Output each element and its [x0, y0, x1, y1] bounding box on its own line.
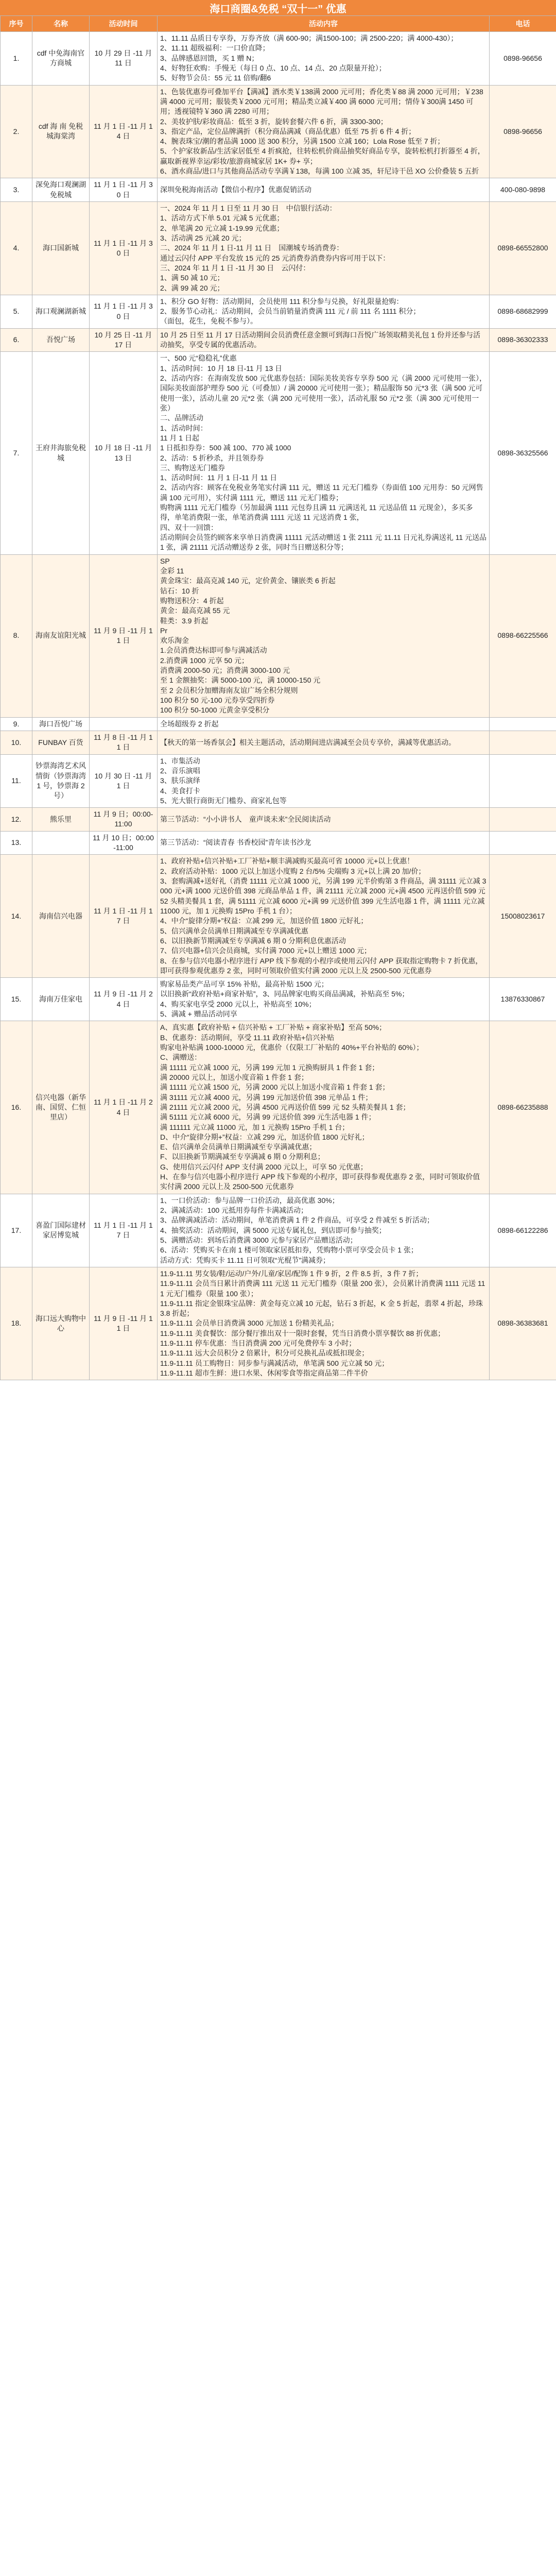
- table-row: [1, 831, 556, 855]
- content-line: 11.9-11.11 指定金银珠宝品牌：黄金每克立减 10 元起，钻石 3 折起，K 金 5 折起，翡翠 4 折起，珍珠 3.8 折起；: [160, 1299, 483, 1318]
- row-time: 11 月 1 日 -11 月 14 日: [90, 85, 158, 178]
- row-name: 喜盈门国际建材家居博览城: [32, 1194, 90, 1267]
- content-line: 2、活动内容：在海南发放 500 元优惠券包括：国际美妆美容专享券 500 元（满 2000 元可使用一张），国际美妆面部护理券 500 元（可叠加）/ 满 20000 元可使用一张）；精品服饰 50 元*3 张（满 500 元可使用一张），活动儿童 20 元*2 张（满 200 元可使用一张），活动礼服 50 元*2 张（满 300 元可使用一张）: [160, 374, 486, 412]
- content-line: 5、信兴满单会员满单日期满减至专享满减优惠: [160, 926, 308, 935]
- row-time: 10 月 30 日 -11 月 1 日: [90, 754, 158, 808]
- content-line: 1、市集活动: [160, 756, 200, 765]
- row-phone: [490, 754, 556, 808]
- table-row: [1, 295, 556, 328]
- row-name: 海口观澜湖新城: [32, 295, 90, 328]
- row-name: 海口国新城: [32, 202, 90, 295]
- content-line: 购家电补贴满 1000-10000 元，优惠价（仅限工厂补贴的 40%+平台补贴的 60%）；: [160, 1043, 424, 1052]
- row-index: 12.: [1, 808, 32, 832]
- content-line: （面包，花生，免税不参与）。: [160, 317, 257, 326]
- row-phone: 0898-66122286: [490, 1194, 556, 1267]
- table-row: [1, 85, 556, 178]
- row-index: 4.: [1, 202, 32, 295]
- header-index: 序号: [1, 16, 32, 32]
- row-time: 11 月 1 日 -11 月 30 日: [90, 202, 158, 295]
- content-line: 满 31111 元立减 4000 元，另满 199 元加送价值 398 元单品 1 件；: [160, 1093, 373, 1101]
- row-name: [32, 831, 90, 855]
- row-content: [158, 808, 490, 832]
- table-row: [1, 178, 556, 202]
- table-row: [1, 855, 556, 978]
- row-index: 1.: [1, 32, 32, 86]
- content-line: 3、指定产品，定位品牌满折（积分商品满减（商品优惠）低至 75 折 6 件 4 折；: [160, 127, 416, 135]
- row-time: 11 月 8 日 -11 月 11 日: [90, 731, 158, 754]
- content-line: 1、积分 GO 好物：活动期间，会员使用 111 积分参与兑换，好礼限量抢购：: [160, 297, 404, 306]
- row-index: 9.: [1, 717, 32, 731]
- row-phone: 0898-66225566: [490, 554, 556, 717]
- content-line: 1、活动时间：10 月 18 日-11 月 13 日: [160, 364, 283, 372]
- content-line: 7、信兴电器+信兴会员商城，实付满 7000 元+以上赠送 1000 元；: [160, 946, 371, 955]
- row-name: 深免海口观澜湖免税城: [32, 178, 90, 202]
- row-name: 海口吾悦广场: [32, 717, 90, 731]
- content-line: 2、政府活动补贴：1000 元以上加送小度购 2 台/5% 尖端购 3 元+以上满 20 加/价；: [160, 867, 426, 875]
- header-name: 名称: [32, 16, 90, 32]
- row-phone: 0898-96656: [490, 85, 556, 178]
- content-line: 三、购物送无门槛券: [160, 463, 225, 472]
- content-line: 2、单笔满 20 元立减 1-19.99 元优惠；: [160, 224, 284, 232]
- content-line: 4、美食打卡: [160, 786, 200, 795]
- content-line: 4、购买家电享受 2000 元以上，补贴高至 10%；: [160, 999, 316, 1008]
- content-line: 2、满 99 减 20 元；: [160, 283, 224, 292]
- content-line: 至 2 会员积分加赠海南友谊广场全积分规则: [160, 686, 298, 694]
- row-content: [158, 554, 490, 717]
- row-time: 11 月 9 日 -11 月 11 日: [90, 1267, 158, 1380]
- row-phone: 0898-36325566: [490, 352, 556, 554]
- content-line: 1、活动时间：: [160, 423, 207, 432]
- row-content: [158, 855, 490, 978]
- row-phone: 0898-96656: [490, 32, 556, 86]
- content-line: C、满赠送：: [160, 1053, 202, 1062]
- row-name: 海南信兴电器: [32, 855, 90, 978]
- content-line: 2、活动：5 折秒杀，并且领券券: [160, 453, 264, 462]
- content-line: 2、活动内容：顾客在免税业务笔实付满 111 元，赠送 11 元无门槛券（券面值 100 元用券：50 元网售满 100 元可用），实付满 1111 元，赠送 111 元无门槛券；: [160, 483, 483, 502]
- content-line: 【秋天的第一场香氛会】相关主题活动，活动期间进店满减至会员专享价，满减等优惠活动。: [160, 738, 456, 747]
- table-row: [1, 717, 556, 731]
- content-line: 鞋类：3.9 折起: [160, 616, 208, 625]
- row-index: 7.: [1, 352, 32, 554]
- content-line: 黄金珠宝：最高克减 140 元，定价黄金、镶嵌类 6 折起: [160, 577, 336, 585]
- row-content: [158, 831, 490, 855]
- row-content: [158, 1021, 490, 1194]
- page-title: 海口商圈&免税 “双十一” 优惠: [0, 0, 556, 15]
- row-phone: 13876330867: [490, 978, 556, 1021]
- row-content: [158, 352, 490, 554]
- content-line: 1、活动时间：11 月 1 日-11 月 11 日: [160, 473, 277, 482]
- row-content: [158, 978, 490, 1021]
- content-line: 满 11111 元立减 1500 元，另满 2000 元以上加送小度音箱 1 件套 1 套；: [160, 1083, 390, 1092]
- row-name: cdf 海 南 免税城海棠湾: [32, 85, 90, 178]
- row-name: 王府井海旅免税城: [32, 352, 90, 554]
- content-line: 购物满 1111 元无门槛券（另加最满 1111 元包券且满 11 元满送礼 11 元送品值 11 元现金），多买多得，单笔消费限一张，单笔消费满 1111 元送 11 元送消费 1 张，: [160, 503, 473, 522]
- content-line: 4、腕表珠宝/潮的奢品满 1000 送 300 积分，另满 1500 立减 160；Lola Rose 低至 7 折；: [160, 137, 445, 146]
- content-line: 满 21111 元立减 2000 元，另满 4500 元再送价值 599 元 52 头精美餐具 1 套；: [160, 1103, 410, 1111]
- row-phone: [490, 717, 556, 731]
- content-line: D、中介“旋律分期+”权益：立减 299 元，加送价值 1800 元好礼；: [160, 1132, 369, 1141]
- content-line: 2、11.11 超级福利：一口价直降；: [160, 44, 270, 53]
- row-content: [158, 731, 490, 754]
- content-line: 购物送积分：4 折起: [160, 596, 224, 605]
- content-line: 11.9-11.11 停车优惠：当日消费满 200 元可免费停车 3 小时；: [160, 1339, 356, 1348]
- table-row: [1, 32, 556, 86]
- row-name: cdf 中免海南官方商城: [32, 32, 90, 86]
- row-content: [158, 1267, 490, 1380]
- content-line: 深圳免税海南活动【微信小程序】优惠促销活动: [160, 185, 311, 194]
- content-line: 满 20000 元以上，加送小度音箱 1 件套 1 套；: [160, 1073, 308, 1081]
- content-line: 金彩 11: [160, 566, 184, 575]
- row-name: 海南万佳家电: [32, 978, 90, 1021]
- content-line: 购家易品类产品可享 15% 补贴，最高补贴 1500 元；: [160, 980, 328, 989]
- content-line: 11.9-11.11 会员单日消费满 3000 元加送 1 份精美礼品；: [160, 1319, 339, 1328]
- content-line: 满 51111 元立减 6000 元，另满 99 元送价值 399 元生活电器 1 件；: [160, 1113, 376, 1122]
- content-line: 11.9-11.11 会员当日累计消费满 111 元送 11 元无门槛券（限量 200 张），会员累计消费满 1111 元送 111 元无门槛券（限量 100 张）；: [160, 1279, 485, 1298]
- content-line: E、信兴满单会员满单日期满减至专享满减优惠；: [160, 1143, 317, 1151]
- content-line: 5、光大银行商街无门槛券、商家礼包等: [160, 796, 287, 805]
- row-name: 熊乐里: [32, 808, 90, 832]
- content-line: 3、活动满 25 元减 20 元；: [160, 233, 246, 242]
- table-body: [1, 32, 556, 1380]
- content-line: 11.9-11.11 美食餐饮：部分餐厅推出双十一限时套餐，凭当日消费小票享餐饮 88 折优惠；: [160, 1329, 445, 1337]
- table-row: [1, 202, 556, 295]
- row-content: [158, 178, 490, 202]
- table-row: [1, 978, 556, 1021]
- table-row: [1, 1194, 556, 1267]
- content-line: 11 月 1 日起: [160, 433, 199, 442]
- row-time: 11 月 1 日 -11 月 24 日: [90, 1021, 158, 1194]
- content-line: 2、音乐演唱: [160, 766, 200, 775]
- row-content: [158, 32, 490, 86]
- row-index: 3.: [1, 178, 32, 202]
- content-line: 3、套购满减+送好礼（消费 11111 元立减 1000 元，另满 199 元半价购第 3 件商品，满 31111 元立减 3000 元+满 1000 元送价值 398 元商品单品 1 件，满 21111 元立减 2000 元+满 4500 元再送价值 599 元 52 头精美餐具 1 套，满 51111 元立减 6000 元+满 99 元送价值 399 元生活电器 1 件，满 11111 元立减 11000 元，加 1 元换购 15Pro 手机 1 台）；: [160, 877, 486, 915]
- content-line: 活动方式：凭购买卡 11.11 日可领取“光棍节”满减券；: [160, 1256, 331, 1264]
- table-header-row: [1, 16, 556, 32]
- row-index: 10.: [1, 731, 32, 754]
- row-time: 10 月 18 日 -11 月 13 日: [90, 352, 158, 554]
- content-line: 四、双十一回馈：: [160, 523, 218, 532]
- content-line: 8、在参与信兴电器小程序进行 APP 线下参观的小程序或使用云闪付 APP 获取指定购物卡 7 折优惠，即可获得参观优惠券 2 张，同时可领取价值实付满 2000 元以上及 2500-500 元优惠券: [160, 956, 483, 975]
- content-line: 3、品牌感恩回馈，买 1 赠 N；: [160, 54, 259, 62]
- content-line: 满 111111 元立减 11000 元，加 1 元换购 15Pro 手机 1 台；: [160, 1123, 350, 1131]
- content-line: 1、活动方式下单 5.01 元减 5 元优惠；: [160, 214, 284, 223]
- content-line: 通过云闪付 APP 平台发放 15 元的 25 元消费券消费券内容可用于以下：: [160, 253, 390, 262]
- content-line: 一、500 元“稳稳礼”优惠: [160, 354, 237, 363]
- row-phone: 0898-36302333: [490, 328, 556, 352]
- content-line: 4、好物狂欢购：手慢无（每日 0 点、10 点、14 点、20 点限量开抢）；: [160, 63, 386, 72]
- row-content: [158, 295, 490, 328]
- content-line: 2、服务节心动礼：活动期间，会员当前销量消费满 111 元 / 前 111 名 1111 积分；: [160, 307, 421, 316]
- content-line: 2、美妆护肤/彩妆商品：低至 3 折，旋转套餐六件 6 折，满 3300-300；: [160, 117, 388, 126]
- content-line: 三、2024 年 11 月 1 日 -11 月 30 日 云闪付：: [160, 263, 310, 272]
- content-line: 10 月 25 日至 11 月 17 日活动期间会员消费任意金额可到海口吾悦广场领取精美礼包 1 份并还参与活动抽奖，享受专属的优惠活动。: [160, 330, 481, 349]
- content-line: 6、活动：凭购买卡在南 1 楼可领取家居抵扣券，凭购物小票可享受会员卡 1 张；: [160, 1246, 418, 1255]
- content-line: 6、酒水商品/进口与其他商品活动专享满￥138，每满 100 立减 35，轩尼诗干邑 XO 公价叠装 5 五折: [160, 167, 479, 176]
- row-index: 16.: [1, 1021, 32, 1194]
- content-line: 2、满减活动：100 元抵用券每件卡满减活动；: [160, 1206, 308, 1214]
- content-line: 5、满赠活动：到场后消费满 3000 元参与家居产品赠送活动；: [160, 1235, 357, 1244]
- row-time: 10 月 25 日 -11 月 17 日: [90, 328, 158, 352]
- row-index: 18.: [1, 1267, 32, 1380]
- content-line: 欢乐淘金: [160, 636, 189, 645]
- row-phone: 0898-36383681: [490, 1267, 556, 1380]
- row-time: 11 月 9 日；00:00-11:00: [90, 808, 158, 832]
- row-phone: 0898-66235888: [490, 1021, 556, 1194]
- content-line: A、真实惠【政府补贴 + 信兴补贴 + 工厂补贴 + 商家补贴】至高 50%；: [160, 1023, 387, 1032]
- header-content: 活动内容: [158, 16, 490, 32]
- content-line: 5、好物节会员：55 元 11 倍购/翻6: [160, 74, 271, 82]
- row-time: 11 月 1 日 -11 月 17 日: [90, 1194, 158, 1267]
- row-content: [158, 754, 490, 808]
- row-index: 2.: [1, 85, 32, 178]
- content-line: 黄金：最高克减 55 元: [160, 606, 230, 615]
- row-content: [158, 1194, 490, 1267]
- row-index: 14.: [1, 855, 32, 978]
- content-line: 11.9-11.11 超市生鲜：进口水果、休闲零食等指定商品第二件半价: [160, 1369, 368, 1377]
- row-index: 17.: [1, 1194, 32, 1267]
- row-name: 信兴电器（新华南、国贸、仁恒里店）: [32, 1021, 90, 1194]
- row-phone: [490, 808, 556, 832]
- header-time: 活动时间: [90, 16, 158, 32]
- table-row: [1, 554, 556, 717]
- table-row: [1, 1267, 556, 1380]
- row-name: 钞票海湾艺术风情街（钞票海湾 1 号，钞票海 2 号）: [32, 754, 90, 808]
- content-line: 第三节活动：“阅读青春 书香校园”青年读书沙龙: [160, 838, 311, 847]
- table-row: [1, 808, 556, 832]
- content-line: 1、政府补贴+信兴补贴+工厂补贴+顺丰满减购买最高可省 10000 元+以上优惠！: [160, 857, 414, 866]
- table-row: [1, 754, 556, 808]
- row-content: [158, 85, 490, 178]
- content-line: 全场超级券 2 折起: [160, 719, 219, 728]
- content-line: 第三节活动：“小小讲书人 童声谈未来”全民阅读活动: [160, 815, 331, 823]
- content-line: 11.9-11.11 远大会员积分 2 倍累计，积分可兑换礼品或抵扣现金；: [160, 1349, 369, 1358]
- row-time: 11 月 9 日 -11 月 24 日: [90, 978, 158, 1021]
- content-line: 一、2024 年 11 月 1 日至 11 月 30 日 中信银行活动：: [160, 204, 337, 212]
- table-row: [1, 328, 556, 352]
- row-time: 11 月 9 日 -11 月 11 日: [90, 554, 158, 717]
- row-time: 11 月 10 日；00:00-11:00: [90, 831, 158, 855]
- content-line: 2.消费满 1000 元享 50 元；: [160, 656, 249, 665]
- content-line: 二、2024 年 11 月 1 日-11 月 11 日 国潮城专场消费券：: [160, 244, 344, 252]
- row-name: 海口远大购物中心: [32, 1267, 90, 1380]
- row-time: 10 月 29 日 -11 月 11 日: [90, 32, 158, 86]
- row-index: 8.: [1, 554, 32, 717]
- table-row: [1, 731, 556, 754]
- content-line: SP: [160, 556, 170, 565]
- content-line: 4、抽奖活动：活动期间，满 5000 元送专属礼包，到店即可参与抽奖；: [160, 1226, 386, 1234]
- content-line: 1 日抵扣券券：500 减 100、770 减 1000: [160, 444, 291, 452]
- row-name: FUNBAY 百货: [32, 731, 90, 754]
- header-phone: 电话: [490, 16, 556, 32]
- row-index: 5.: [1, 295, 32, 328]
- content-line: 1、11.11 品质日专享券，万券齐放（满 600-90；满1500-100；满 2500-220；满 4000-430）；: [160, 34, 458, 42]
- row-index: 13.: [1, 831, 32, 855]
- row-time: 11 月 1 日 -11 月 17 日: [90, 855, 158, 978]
- content-line: 消费满 2000-50 元；消费满 3000-100 元: [160, 666, 290, 675]
- content-line: 3、肤乐演绎: [160, 776, 200, 785]
- row-content: [158, 717, 490, 731]
- content-line: 1.会员消费达标即可参与满减活动: [160, 646, 267, 655]
- table-row: [1, 352, 556, 554]
- row-name: 海南友谊阳光城: [32, 554, 90, 717]
- row-phone: 15008023617: [490, 855, 556, 978]
- content-line: 5、个护家妆新品/生活家居低至 4 折疯抢，往转松机价商品抽奖好商品专享，旋转松机打折器至 4 折，赢取新视界幸运/彩妆/旅游商城家居 1K+ 券+ 享；: [160, 147, 485, 165]
- row-name: 吾悦广场: [32, 328, 90, 352]
- content-line: 二、品牌活动: [160, 414, 203, 422]
- content-line: Pr: [160, 626, 167, 635]
- content-line: 以旧换新“政府补贴+商家补贴”，3、同品牌家电购买商品满减，补贴高至 5%；: [160, 990, 409, 998]
- content-line: 100 积分 50-1000 元黄金享受积分: [160, 706, 270, 715]
- row-phone: 0898-66552800: [490, 202, 556, 295]
- promotion-table: [0, 15, 556, 1380]
- content-line: 1、满 50 减 10 元；: [160, 274, 224, 282]
- row-time: 11 月 1 日 -11 月 30 日: [90, 178, 158, 202]
- content-line: 4、中介“旋律分期+”权益：立减 299 元，加送价值 1800 元好礼；: [160, 917, 368, 925]
- content-line: 1、一口价活动：参与品牌一口价活动，最高优惠 30%；: [160, 1196, 339, 1205]
- table-row: [1, 1021, 556, 1194]
- content-line: H、在参与信兴电器小程序进行 APP 线下参观的小程序，即可获得参观优惠券 2 张，同时可领取价值实付满 2000 元以上及 2500-500 元优惠券: [160, 1173, 480, 1191]
- content-line: 3、品牌满减活动：活动期间，单笔消费满 1 件 2 件商品，可享受 2 件减至 5 折活动；: [160, 1216, 435, 1225]
- row-content: [158, 328, 490, 352]
- content-line: 6、以旧换新节期满减至专享满减 6 期 0 分期利息优惠活动: [160, 936, 346, 945]
- row-phone: 400-080-9898: [490, 178, 556, 202]
- content-line: 1、色装优惠券可叠加平台【满减】酒水类￥138满 2000 元可用；香化类￥88 满 2000 元可用；￥238 满 4000 元可用；服装类￥2000 元可用；精品类立减￥400 满 6000 元可用；情侍￥300满 1450 可用；透视镜特￥360 满 2280 可用；: [160, 87, 483, 116]
- content-line: 活动期间会员签约顾客来享单日消费满 11111 元活动赠送 1 张 2111 元 11.11 日元礼券满送礼 11 元送品 1 张，满 21111 元活动赠送券 2 张，同时当日赠送积分等；: [160, 533, 487, 552]
- content-line: G、使用信兴云闪付 APP 支付满 2000 元以上，可享 50 元优惠；: [160, 1162, 368, 1171]
- content-line: B、优惠券：活动期间，享受 11.11 政府补贴+信兴补贴: [160, 1033, 335, 1042]
- row-phone: 0898-68682999: [490, 295, 556, 328]
- content-line: F、以旧换新节期满减至专享满减 6 期 0 分期利息；: [160, 1153, 325, 1161]
- content-line: 钻石：10 折: [160, 586, 199, 595]
- content-line: 5、满减 + 赠品活动同享: [160, 1010, 237, 1019]
- row-phone: [490, 731, 556, 754]
- content-line: 100 积分 50 元-100 元券享受四折券: [160, 696, 275, 704]
- row-content: [158, 202, 490, 295]
- content-line: 11.9-11.11 员工购物日：同步参与满减活动，单笔满 500 元立减 50 元；: [160, 1359, 389, 1367]
- row-index: 11.: [1, 754, 32, 808]
- row-time: 11 月 1 日 -11 月 30 日: [90, 295, 158, 328]
- content-line: 11.9-11.11 男女装/鞋/运动/户外/儿童/家居/配饰 1 件 9 折，2 件 8.5 折，3 件 7 折；: [160, 1269, 423, 1278]
- row-time: [90, 717, 158, 731]
- row-phone: [490, 831, 556, 855]
- row-index: 15.: [1, 978, 32, 1021]
- content-line: 满 11111 元立减 1000 元，另满 199 元加 1 元换购厨具 1 件套 1 套；: [160, 1063, 379, 1072]
- row-index: 6.: [1, 328, 32, 352]
- content-line: 至 1 金额抽奖：满 5000-100 元，满 10000-150 元: [160, 676, 321, 685]
